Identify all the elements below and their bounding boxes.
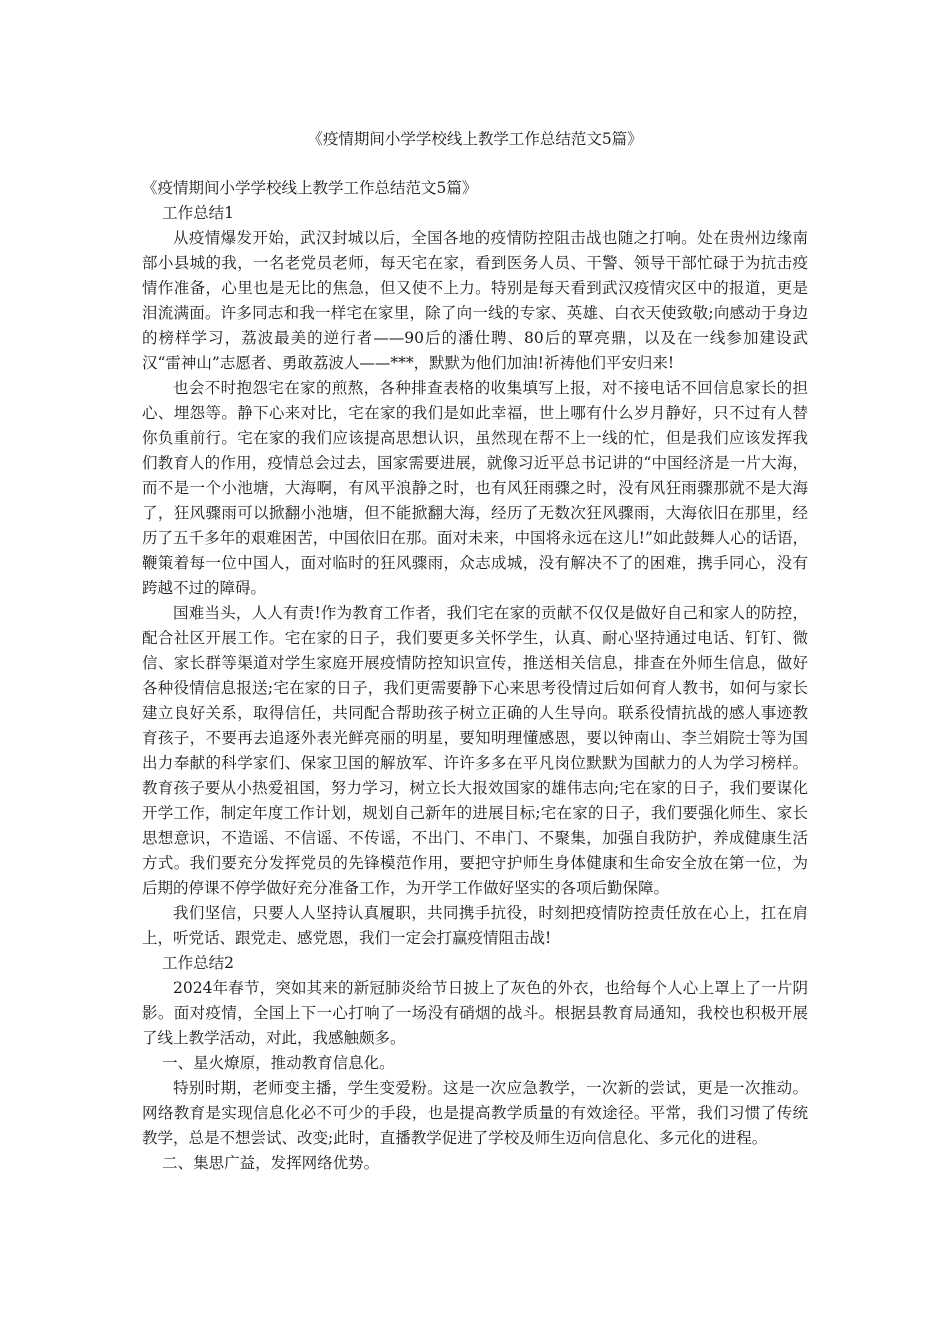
subsection-heading-2: 二、集思广益，发挥网络优势。 (162, 1154, 380, 1172)
body-paragraph: 也会不时抱怨宅在家的煎熬，各种排查表格的收集填写上报，对不接电话不回信息家长的担心、埋怨等。静下心来对比，宅在家的我们是如此幸福，世上哪有什么岁月静好，只不过有人替你负重前行。宅在家的我们应该提高思想认识，虽然现在帮不上一线的忙，但是我们应该发挥我们教育人的作用，疫情总会过去，国家需要进展，就像习近平总书记讲的“中国经济是一片大海，而不是一个小池塘，大海啊，有风平浪静之时，也有风狂雨骤之时，没有风狂雨骤那就不是大海了，狂风骤雨可以掀翻小池塘，但不能掀翻大海，经历了无数次狂风骤雨，大海依旧在那里，经历了五千多年的艰难困苦，中国依旧在那。面对未来，中国将永远在这儿!”如此鼓舞人心的话语，鞭策着每一位中国人，面对临时的狂风骤雨，众志成城，没有解决不了的困难，携手同心，没有跨越不过的障碍。 (142, 379, 808, 597)
document-body (142, 176, 808, 1176)
section-heading-summary-1: 工作总结1 (162, 204, 235, 222)
body-paragraph: 特别时期，老师变主播，学生变爱粉。这是一次应急教学，一次新的尝试，更是一次推动。网络教育是实现信息化必不可少的手段，也是提高教学质量的有效途径。平常，我们习惯了传统教学，总是不想尝试、改变;此时，直播教学促进了学校及师生迈向信息化、多元化的进程。 (142, 1079, 808, 1147)
body-paragraph: 从疫情爆发开始，武汉封城以后，全国各地的疫情防控阻击战也随之打响。处在贵州边缘南部小县城的我，一名老党员老师，每天宅在家，看到医务人员、干警、领导干部忙碌于为抗击疫情作准备，心里也是无比的焦急，但又使不上力。特别是每天看到武汉疫情灾区中的报道，更是泪流满面。许多同志和我一样宅在家里，除了向一线的专家、英雄、白衣天使致敬;向感动于身边的榜样学习，荔波最美的逆行者——90后的潘仕聘、80后的覃亮鼎，以及在一线参加建设武汉“雷神山”志愿者、勇敢荔波人——***，默默为他们加油!祈祷他们平安归来! (142, 229, 808, 372)
body-paragraph: 2024年春节，突如其来的新冠肺炎给节日披上了灰色的外衣，也给每个人心上罩上了一片阴影。面对疫情，全国上下一心打响了一场没有硝烟的战斗。根据县教育局通知，我校也积极开展了线上教学活动，对此，我感触颇多。 (142, 979, 808, 1047)
body-paragraph: 我们坚信，只要人人坚持认真履职，共同携手抗役，时刻把疫情防控责任放在心上，扛在肩上，听党话、跟党走、感党恩，我们一定会打赢疫情阻击战! (142, 904, 808, 947)
section-heading-summary-2: 工作总结2 (162, 954, 235, 972)
subtitle-paragraph: 《疫情期间小学学校线上教学工作总结范文5篇》 (142, 179, 478, 197)
document-title: 《疫情期间小学学校线上教学工作总结范文5篇》 (307, 130, 643, 148)
subsection-heading-1: 一、星火燎原，推动教育信息化。 (162, 1054, 395, 1072)
body-paragraph: 国难当头，人人有责!作为教育工作者，我们宅在家的贡献不仅仅是做好自己和家人的防控，配合社区开展工作。宅在家的日子，我们要更多关怀学生，认真、耐心坚持通过电话、钉钉、微信、家长群等渠道对学生家庭开展疫情防控知识宣传，推送相关信息，排查在外师生信息，做好各种役情信息报送;宅在家的日子，我们更需要静下心来思考役情过后如何育人教书，如何与家长建立良好关系，取得信任，共同配合帮助孩子树立正确的人生导向。联系役情抗战的感人事迹教育孩子，不要再去追逐外表光鲜亮丽的明星，要知明理懂感恩，要以钟南山、李兰娟院士等为国出力奉献的科学家们、保家卫国的解放军、许许多多在平凡岗位默默为国献力的人为学习榜样。教育孩子要从小热爱祖国，努力学习，树立长大报效国家的雄伟志向;宅在家的日子，我们要谋化开学工作，制定年度工作计划，规划自己新年的进展目标;宅在家的日子，我们要强化师生、家长思想意识，不造谣、不信谣、不传谣，不出门、不串门、不聚集，加强自我防护，养成健康生活方式。我们要充分发挥党员的先锋模范作用，要把守护师生身体健康和生命安全放在第一位，为后期的停课不停学做好充分准备工作，为开学工作做好坚实的各项后勤保障。 (142, 604, 808, 897)
